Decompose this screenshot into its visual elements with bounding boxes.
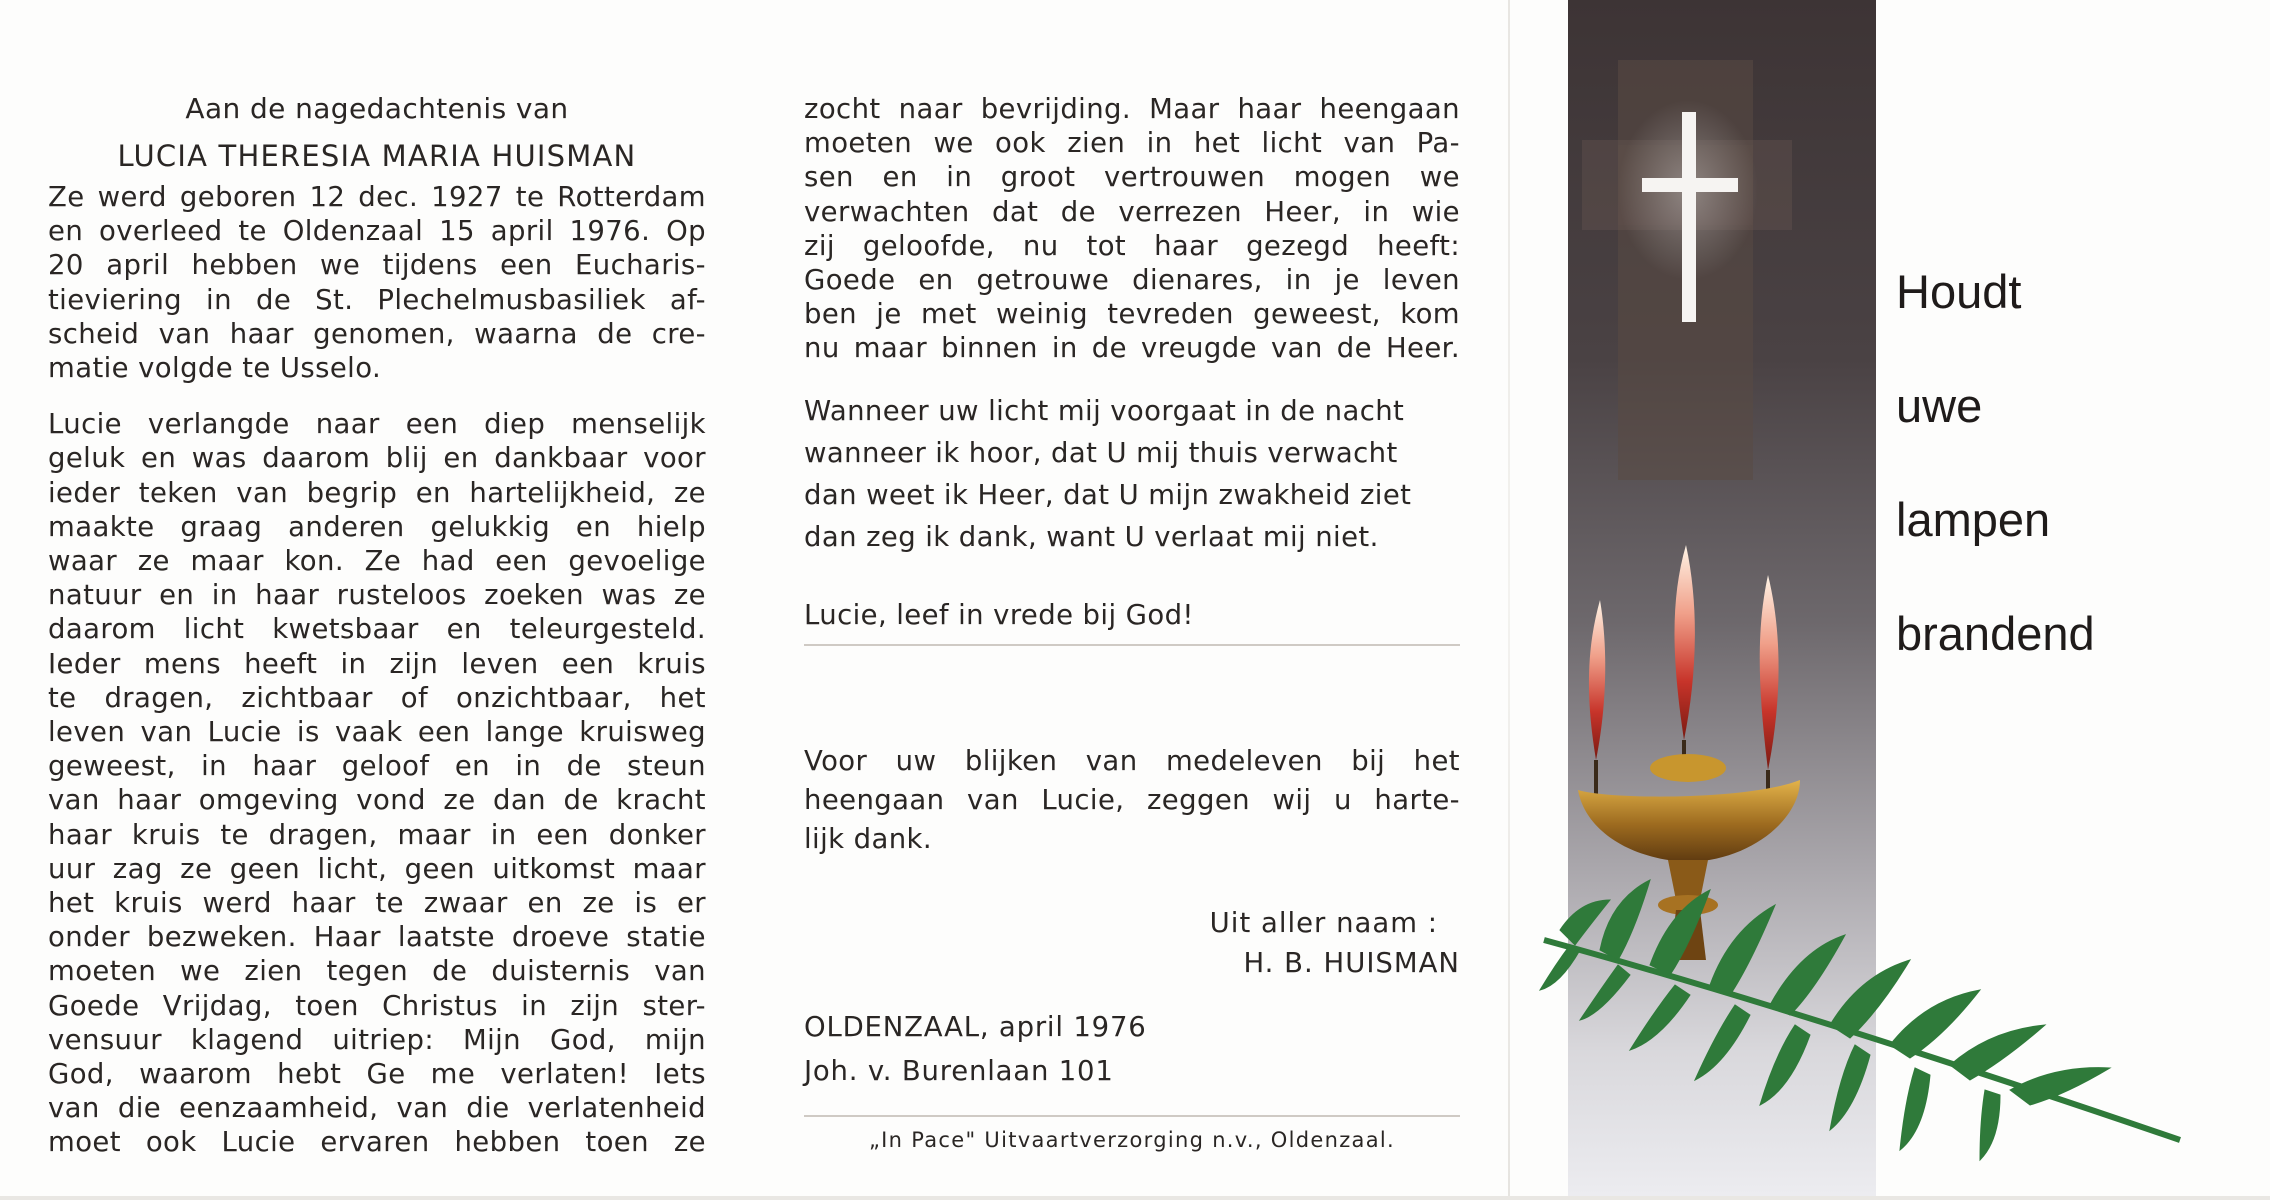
poem-line: dan weet ik Heer, dat U mijn zwakheid ziet (804, 478, 1412, 511)
text-line: onder bezweken. Haar laatste droeve statie (48, 921, 706, 954)
text-line: 20 april hebben we tijdens een Eucharis- (48, 249, 706, 282)
address-block (804, 1005, 1460, 1093)
poem-line: dan zeg ik dank, want U verlaat mij niet. (804, 520, 1379, 553)
printer-credit: „In Pace" Uitvaartverzorging n.v., Oldenzaal. (868, 1127, 1396, 1152)
place-date: OLDENZAAL, april 1976 (804, 1010, 1147, 1043)
text-line: Lucie verlangde naar een diep menselijk (48, 408, 706, 441)
motto-line: Houdt (1896, 265, 2022, 318)
motto (1896, 262, 2095, 718)
text-line: heengaan van Lucie, zeggen wij u harte- (804, 783, 1460, 816)
text-line: natuur en in haar rusteloos zoeken was ze (48, 579, 706, 612)
text-line: moet ook Lucie ervaren hebben toen ze (48, 1126, 706, 1159)
text-line: geluk en was daarom blij en dankbaar voor (48, 442, 706, 475)
text-line: leven van Lucie is vaak een lange kruisweg (48, 716, 706, 749)
text-line: maakte graag anderen gelukkig en hielp (48, 510, 706, 543)
street-address: Joh. v. Burenlaan 101 (804, 1054, 1114, 1087)
text-line: vensuur klagend uitriep: Mijn God, mijn (48, 1023, 706, 1056)
poem-line: Wanneer uw licht mij voorgaat in de nacht (804, 394, 1405, 427)
poem (804, 390, 1460, 558)
signature-name: H. B. HUISMAN (1243, 946, 1460, 979)
memorial-intro: Aan de nagedachtenis van (185, 92, 569, 125)
text-line: God, waarom hebt Ge me verlaten! Iets (48, 1058, 706, 1091)
signature (804, 903, 1460, 983)
text-line: lijk dank. (804, 822, 932, 855)
reflection-paragraph (48, 407, 706, 1159)
text-line: sen en in groot vertrouwen mogen we (804, 161, 1460, 194)
text-line: Ieder mens heeft in zijn leven een kruis (48, 647, 706, 680)
text-line: uur zag ze geen licht, geen uitkomst maar (48, 852, 706, 885)
thanks-paragraph (804, 742, 1460, 859)
text-line: daarom licht kwetsbaar en teleurgesteld. (48, 613, 706, 646)
text-line: van die eenzaamheid, van die verlatenheid (48, 1092, 706, 1125)
motto-line: uwe (1896, 379, 1983, 432)
text-line: geweest, in haar geloof en in de steun (48, 750, 706, 783)
text-line: zij geloofde, nu tot haar gezegd heeft: (804, 229, 1460, 262)
farewell-line: Lucie, leef in vrede bij God! (804, 598, 1194, 631)
continuation-paragraph (804, 92, 1460, 366)
text-line: het kruis werd haar te zwaar en ze is er (48, 887, 706, 920)
text-line: te dragen, zichtbaar of onzichtbaar, het (48, 681, 706, 714)
text-line: waar ze maar kon. Ze had een gevoelige (48, 545, 706, 578)
left-column (48, 84, 706, 1160)
text-line: ben je met weinig tevreden geweest, kom (804, 298, 1460, 331)
text-line: Goede Vrijdag, toen Christus in zijn ster- (48, 989, 706, 1022)
text-line: matie volgde te Usselo. (48, 352, 382, 385)
signature-label: Uit aller naam : (1209, 906, 1438, 939)
palm-branch-icon (1540, 880, 2180, 1160)
text-line: haar kruis te dragen, maar in een donker (48, 818, 706, 851)
text-line: moeten we zien tegen de duisternis van (48, 955, 706, 988)
text-line: ieder teken van begrip en hartelijkheid, ze (48, 476, 706, 509)
deceased-name: LUCIA THERESIA MARIA HUISMAN (117, 139, 637, 173)
text-line: Ze werd geboren 12 dec. 1927 te Rotterdam (48, 181, 706, 213)
motto-line: brandend (1896, 607, 2095, 660)
middle-column (804, 92, 1460, 1155)
lamp-illustration (1500, 0, 2270, 1200)
text-line: Voor uw blijken van medeleven bij het (804, 744, 1460, 777)
text-line: verwachten dat de verrezen Heer, in wie (804, 195, 1460, 228)
text-line: scheid van haar genomen, waarna de cre- (48, 317, 706, 350)
text-line: Goede en getrouwe dienares, in je leven (804, 264, 1460, 297)
text-line: zocht naar bevrijding. Maar haar heengaan (804, 93, 1460, 125)
text-line: en overleed te Oldenzaal 15 april 1976. Op (48, 215, 706, 248)
motto-line: lampen (1896, 493, 2051, 546)
text-line: tieviering in de St. Plechelmusbasiliek af- (48, 283, 706, 316)
text-line: moeten we ook zien in het licht van Pa- (804, 127, 1460, 160)
poem-line: wanneer ik hoor, dat U mij thuis verwacht (804, 436, 1398, 469)
text-line: van haar omgeving vond ze dan de kracht (48, 784, 706, 817)
cross-icon (1582, 60, 1792, 480)
biography-paragraph (48, 180, 706, 385)
text-line: nu maar binnen in de vreugde van de Heer. (804, 332, 1460, 365)
